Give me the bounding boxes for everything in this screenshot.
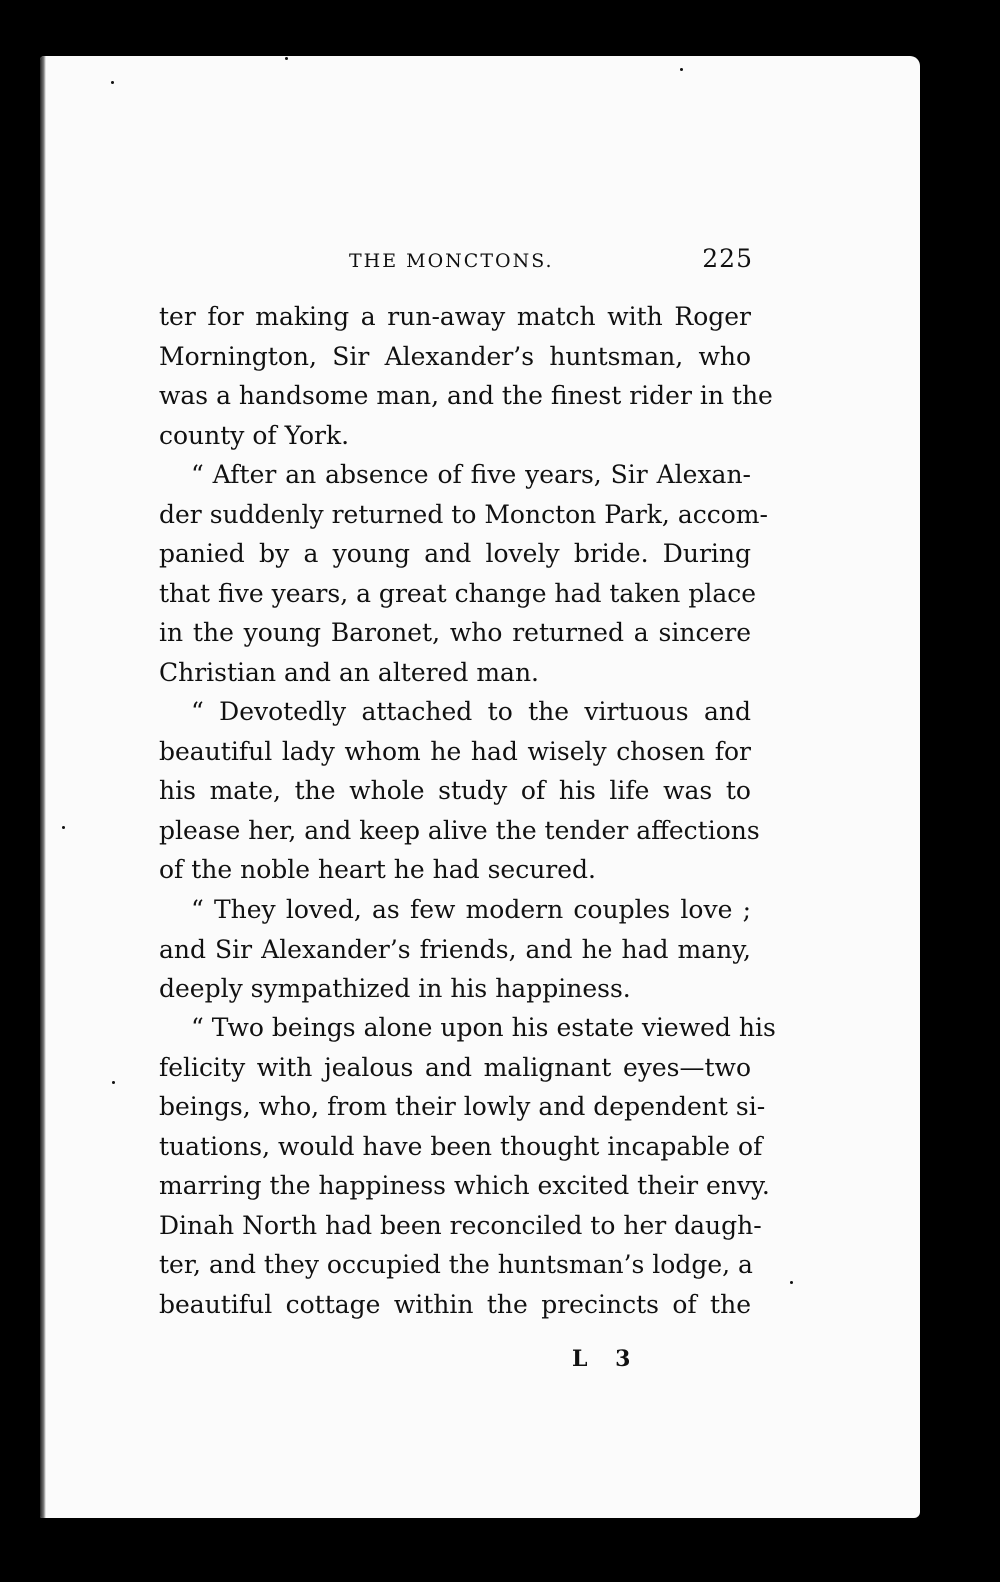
text-line: “ After an absence of five years, Sir Alexan- bbox=[191, 460, 751, 489]
ink-speck bbox=[111, 81, 114, 84]
text-line: deeply sympathized in his happiness. bbox=[159, 974, 631, 1003]
text-line: tuations, would have been thought incapable of bbox=[159, 1131, 763, 1161]
binding-shadow bbox=[40, 56, 46, 1518]
text-line: county of York. bbox=[159, 420, 350, 450]
text-line: panied by a young and lovely bride. During bbox=[159, 539, 751, 568]
text-line: ter for making a run-away match with Roger bbox=[159, 302, 751, 331]
text-line: ter, and they occupied the huntsman’s lodge, a bbox=[159, 1250, 753, 1279]
text-line: Dinah North had been reconciled to her daugh- bbox=[159, 1210, 762, 1240]
text-line: and Sir Alexander’s friends, and he had many, bbox=[159, 934, 751, 964]
text-line: beings, who, from their lowly and dependent si- bbox=[159, 1092, 766, 1121]
text-line: his mate, the whole study of his life was to bbox=[159, 776, 751, 805]
text-line: beautiful lady whom he had wisely chosen for bbox=[159, 736, 751, 766]
ink-speck bbox=[285, 57, 288, 60]
paragraph bbox=[159, 297, 773, 455]
text-line: “ They loved, as few modern couples love ; bbox=[191, 895, 751, 924]
text-line: “ Devotedly attached to the virtuous and bbox=[191, 697, 751, 726]
paragraph bbox=[159, 1008, 776, 1324]
paragraph bbox=[159, 890, 751, 1009]
text-line: “ Two beings alone upon his estate viewed his bbox=[191, 1013, 776, 1042]
text-line: beautiful cottage within the precincts of the bbox=[159, 1289, 751, 1319]
paragraph bbox=[159, 455, 768, 692]
book-page bbox=[40, 56, 920, 1518]
ink-speck bbox=[680, 68, 683, 71]
text-line: Christian and an altered man. bbox=[159, 657, 540, 687]
text-line: of the noble heart he had secured. bbox=[159, 855, 596, 884]
text-line: der suddenly returned to Moncton Park, accom- bbox=[159, 499, 768, 529]
text-line: please her, and keep alive the tender affections bbox=[159, 815, 760, 845]
text-line: Mornington, Sir Alexander’s huntsman, who bbox=[159, 341, 751, 371]
running-head-title: THE MONCTONS. bbox=[349, 250, 554, 272]
page-number: 225 bbox=[702, 244, 753, 273]
ink-speck bbox=[112, 1081, 115, 1084]
text-line: was a handsome man, and the finest rider in the bbox=[159, 381, 773, 410]
text-line: in the young Baronet, who returned a sincere bbox=[159, 618, 751, 647]
signature-mark: L 3 bbox=[572, 1346, 641, 1372]
running-head bbox=[159, 244, 751, 274]
text-line: marring the happiness which excited their envy. bbox=[159, 1171, 770, 1200]
paragraph bbox=[159, 692, 760, 890]
text-line: that five years, a great change had taken place bbox=[159, 578, 757, 608]
text-line: felicity with jealous and malignant eyes—two bbox=[159, 1052, 751, 1082]
ink-speck bbox=[790, 1281, 793, 1284]
ink-speck bbox=[62, 826, 65, 829]
